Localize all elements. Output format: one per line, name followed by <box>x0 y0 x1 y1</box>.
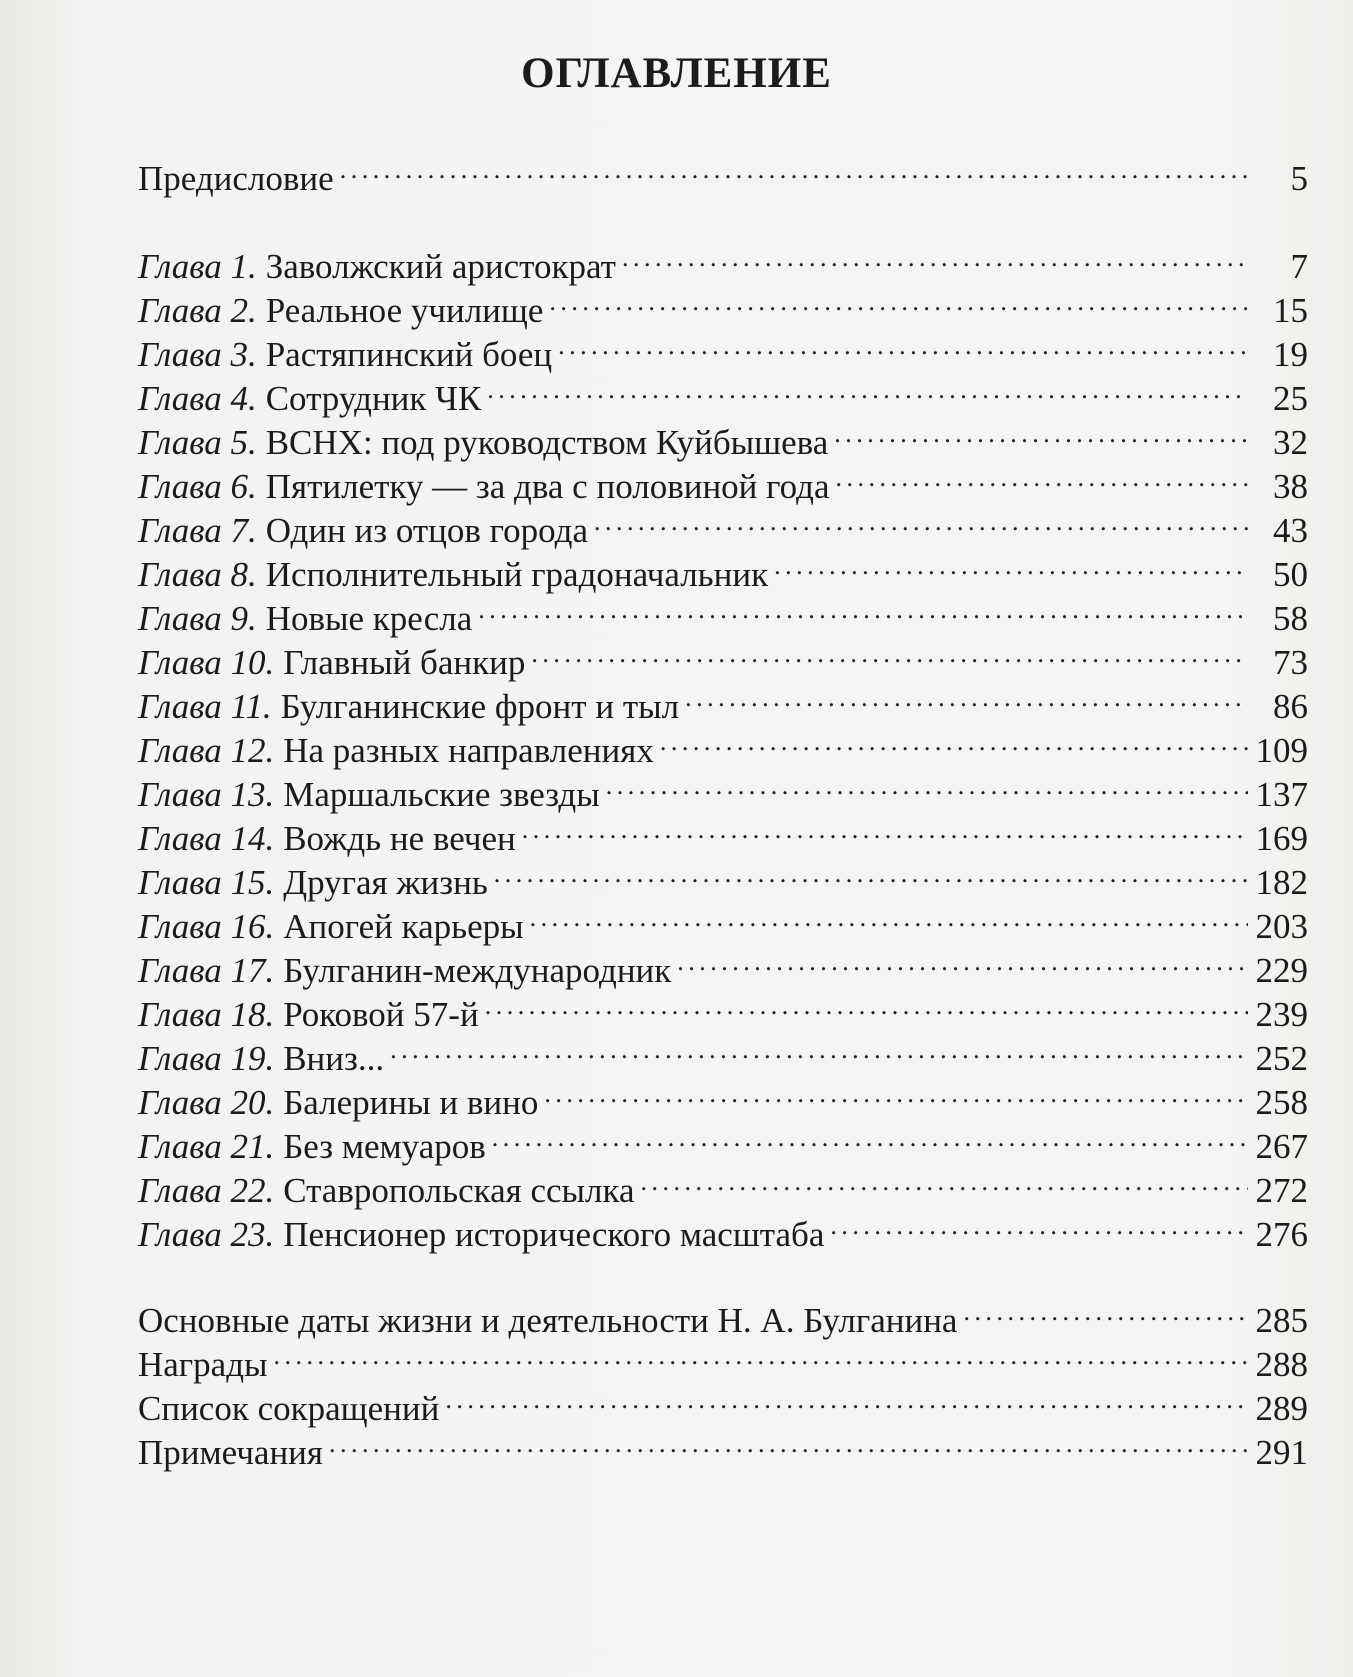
toc-page-number: 276 <box>1255 1215 1308 1254</box>
toc-entry-chapter[interactable] <box>138 630 1308 682</box>
toc-page-number: 58 <box>1273 599 1308 638</box>
chapter-title: Главный банкир <box>283 643 526 682</box>
chapter-title: Маршальские звезды <box>283 775 600 814</box>
dot-leader <box>494 850 1248 894</box>
toc-page-number: 19 <box>1273 335 1308 374</box>
toc-entry-chapter[interactable] <box>138 586 1308 638</box>
chapter-label: Глава 22. <box>138 1171 275 1210</box>
chapter-title: Роковой 57-й <box>283 995 479 1034</box>
dot-leader <box>485 982 1248 1026</box>
toc-entry-chapter[interactable] <box>138 322 1308 374</box>
toc-entry-appendix[interactable] <box>138 1376 1308 1428</box>
chapter-title: Вождь не вечен <box>283 819 516 858</box>
toc-entry-chapter[interactable] <box>138 234 1308 286</box>
toc-entry-title: Список сокращений <box>138 1389 440 1428</box>
toc-page-number: 86 <box>1273 687 1308 726</box>
toc-entry-title: Предисловие <box>138 159 334 198</box>
dot-leader <box>544 1070 1248 1114</box>
chapter-label: Глава 7. <box>138 511 257 550</box>
chapter-label: Глава 10. <box>138 643 275 682</box>
dot-leader <box>641 1158 1248 1202</box>
chapter-label: Глава 8. <box>138 555 257 594</box>
toc-page-number: 289 <box>1255 1389 1308 1428</box>
toc-entry-chapter[interactable] <box>138 894 1308 946</box>
chapter-label: Глава 15. <box>138 863 275 902</box>
toc-entry-appendix[interactable] <box>138 1288 1308 1340</box>
dot-leader <box>963 1288 1248 1332</box>
chapter-title: Без мемуаров <box>283 1127 486 1166</box>
dot-leader <box>606 762 1248 806</box>
toc-page-number: 229 <box>1255 951 1308 990</box>
chapter-title: Реальное училище <box>265 291 544 330</box>
chapter-label: Глава 11. <box>138 687 272 726</box>
toc-page-number: 252 <box>1255 1039 1308 1078</box>
dot-leader <box>530 894 1248 938</box>
toc-page-number: 267 <box>1255 1127 1308 1166</box>
toc-entry-chapter[interactable] <box>138 806 1308 858</box>
chapter-title: Булганинские фронт и тыл <box>280 687 680 726</box>
dot-leader <box>274 1332 1248 1376</box>
chapter-label: Глава 4. <box>138 379 257 418</box>
chapter-label: Глава 21. <box>138 1127 275 1166</box>
dot-leader <box>834 410 1248 454</box>
dot-leader <box>622 234 1248 278</box>
dot-leader <box>492 1114 1248 1158</box>
toc-entry-chapter[interactable] <box>138 542 1308 594</box>
chapter-title: Другая жизнь <box>283 863 488 902</box>
toc-entry-chapter[interactable] <box>138 674 1308 726</box>
dot-leader <box>835 454 1248 498</box>
toc-page-number: 203 <box>1255 907 1308 946</box>
chapter-label: Глава 13. <box>138 775 275 814</box>
toc-entry-preface[interactable] <box>138 146 1308 198</box>
page-title: ОГЛАВЛЕНИЕ <box>521 50 832 97</box>
dot-leader <box>478 586 1248 630</box>
chapter-title: Булганин-международник <box>283 951 672 990</box>
toc-page-number: 239 <box>1255 995 1308 1034</box>
toc-entry-appendix[interactable] <box>138 1420 1308 1472</box>
dot-leader <box>660 718 1248 762</box>
toc-entry-chapter[interactable] <box>138 498 1308 550</box>
toc-entry-chapter[interactable] <box>138 762 1308 814</box>
toc-page-number: 5 <box>1290 159 1308 198</box>
toc-page-number: 43 <box>1273 511 1308 550</box>
chapter-title: На разных направлениях <box>283 731 654 770</box>
chapter-label: Глава 6. <box>138 467 257 506</box>
toc-entry-title: Примечания <box>138 1433 324 1472</box>
chapter-title: Один из отцов города <box>265 511 589 550</box>
dot-leader <box>677 938 1248 982</box>
chapter-label: Глава 2. <box>138 291 257 330</box>
chapter-label: Глава 18. <box>138 995 275 1034</box>
toc-entry-chapter[interactable] <box>138 1202 1308 1254</box>
chapter-label: Глава 12. <box>138 731 275 770</box>
chapter-label: Глава 23. <box>138 1215 275 1254</box>
dot-leader <box>390 1026 1248 1070</box>
toc-page-number: 25 <box>1273 379 1308 418</box>
chapter-title: Апогей карьеры <box>283 907 524 946</box>
toc-page-number: 258 <box>1255 1083 1308 1122</box>
toc-page-number: 73 <box>1273 643 1308 682</box>
toc-entry-chapter[interactable] <box>138 938 1308 990</box>
toc-page-number: 288 <box>1255 1345 1308 1384</box>
toc-entry-chapter[interactable] <box>138 366 1308 418</box>
chapter-label: Глава 5. <box>138 423 257 462</box>
dot-leader <box>774 542 1248 586</box>
toc-entry-chapter[interactable] <box>138 982 1308 1034</box>
chapter-label: Глава 3. <box>138 335 257 374</box>
toc-page-number: 15 <box>1273 291 1308 330</box>
toc-entry-title: Награды <box>138 1345 268 1384</box>
dot-leader <box>531 630 1248 674</box>
toc-entry-title: Основные даты жизни и деятельности Н. А. Булганина <box>138 1301 958 1340</box>
toc-entry-appendix[interactable] <box>138 1332 1308 1384</box>
toc-page-number: 32 <box>1273 423 1308 462</box>
dot-leader <box>685 674 1248 718</box>
chapter-title: Пенсионер исторического масштаба <box>283 1215 825 1254</box>
dot-leader <box>594 498 1248 542</box>
chapter-title: Балерины и вино <box>283 1083 539 1122</box>
toc-entry-chapter[interactable] <box>138 454 1308 506</box>
dot-leader <box>522 806 1248 850</box>
toc-entry-chapter[interactable] <box>138 1026 1308 1078</box>
chapter-title: Исполнительный градоначальник <box>265 555 769 594</box>
dot-leader <box>487 366 1248 410</box>
toc-page-number: 182 <box>1255 863 1308 902</box>
chapter-label: Глава 19. <box>138 1039 275 1078</box>
chapter-title: Новые кресла <box>265 599 473 638</box>
toc-entry-chapter[interactable] <box>138 850 1308 902</box>
toc-entry-chapter[interactable] <box>138 1158 1308 1210</box>
chapter-title: Сотрудник ЧК <box>265 379 482 418</box>
toc-entry-chapter[interactable] <box>138 718 1308 770</box>
toc-page-number: 285 <box>1255 1301 1308 1340</box>
chapter-label: Глава 17. <box>138 951 275 990</box>
dot-leader <box>558 322 1248 366</box>
chapter-label: Глава 20. <box>138 1083 275 1122</box>
toc-page-number: 109 <box>1255 731 1308 770</box>
toc-page-number: 38 <box>1273 467 1308 506</box>
chapter-label: Глава 9. <box>138 599 257 638</box>
toc-page-number: 50 <box>1273 555 1308 594</box>
chapter-title: Пятилетку — за два с половиной года <box>265 467 830 506</box>
toc-entry-chapter[interactable] <box>138 278 1308 330</box>
dot-leader <box>830 1202 1248 1246</box>
chapter-title: Вниз... <box>283 1039 385 1078</box>
toc-page-number: 7 <box>1290 247 1308 286</box>
chapter-label: Глава 1. <box>138 247 257 286</box>
toc-page-number: 137 <box>1255 775 1308 814</box>
toc-page-number: 272 <box>1255 1171 1308 1210</box>
chapter-title: Заволжский аристократ <box>265 247 616 286</box>
dot-leader <box>549 278 1248 322</box>
chapter-title: Растяпинский боец <box>265 335 553 374</box>
toc-entry-chapter[interactable] <box>138 1114 1308 1166</box>
dot-leader <box>340 146 1248 190</box>
dot-leader <box>445 1376 1248 1420</box>
toc-page-number: 291 <box>1255 1433 1308 1472</box>
chapter-label: Глава 16. <box>138 907 275 946</box>
toc-entry-chapter[interactable] <box>138 1070 1308 1122</box>
chapter-title: Ставропольская ссылка <box>283 1171 635 1210</box>
dot-leader <box>329 1420 1248 1464</box>
chapter-title: ВСНХ: под руководством Куйбышева <box>265 423 829 462</box>
toc-entry-chapter[interactable] <box>138 410 1308 462</box>
chapter-label: Глава 14. <box>138 819 275 858</box>
toc-page-number: 169 <box>1255 819 1308 858</box>
